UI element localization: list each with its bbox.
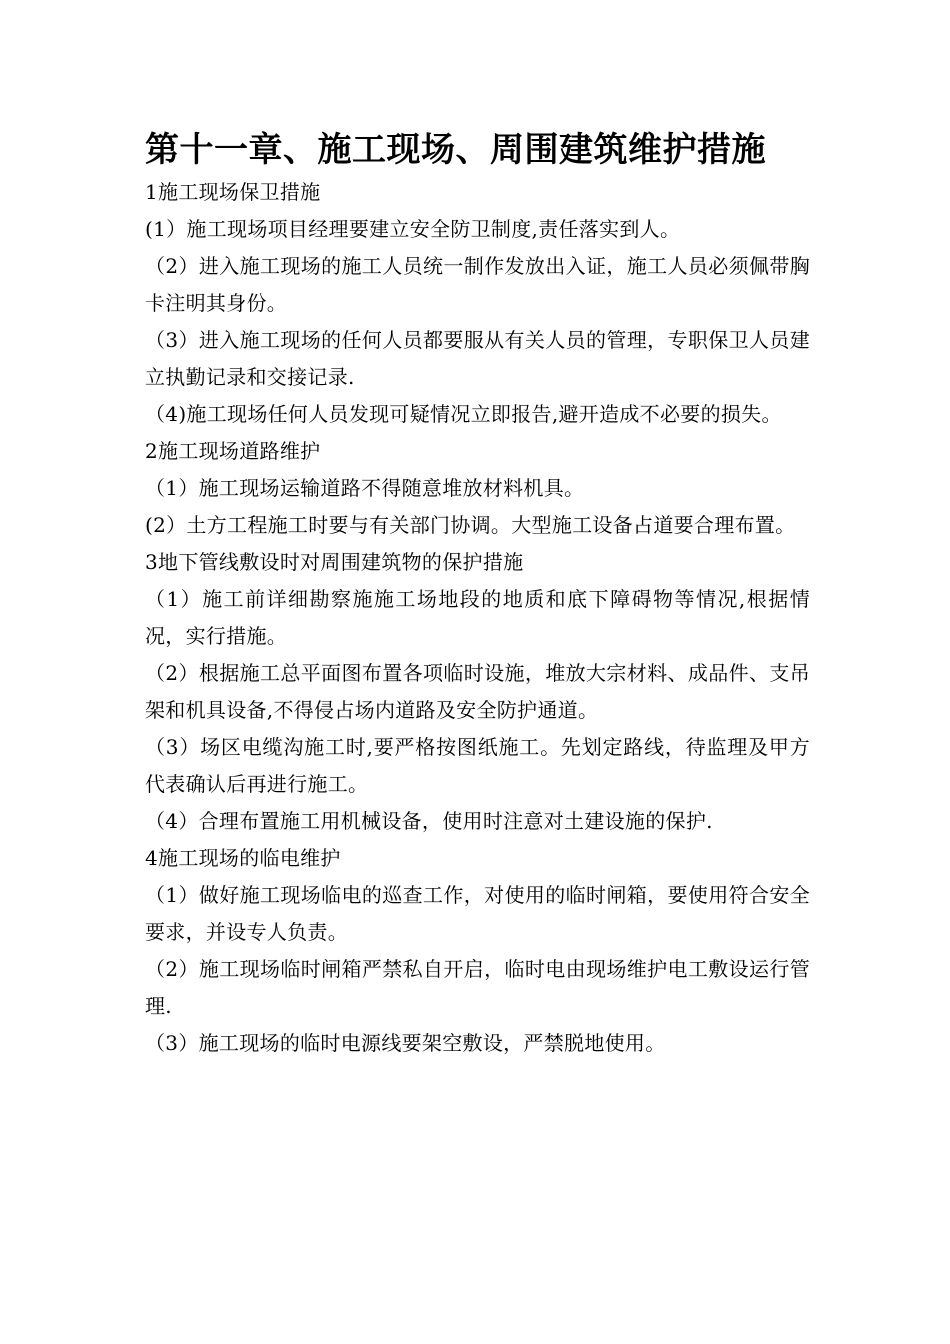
document-body	[145, 128, 810, 1062]
section-3-item-3: （3）场区电缆沟施工时,要严格按图纸施工。先划定路线，待监理及甲方代表确认后再进行施工。	[145, 735, 810, 796]
section-1-item-1: (1）施工现场项目经理要建立安全防卫制度,责任落实到人。	[145, 217, 681, 241]
section-heading-3: 3地下管线敷设时对周围建筑物的保护措施	[145, 550, 524, 574]
section-heading-2: 2施工现场道路维护	[145, 439, 321, 463]
section-2-item-1: （1）施工现场运输道路不得随意堆放材料机具。	[145, 476, 585, 500]
section-2-item-2: (2）土方工程施工时要与有关部门协调。大型施工设备占道要合理布置。	[145, 513, 796, 537]
section-4-item-2: （2）施工现场临时闸箱严禁私自开启，临时电由现场维护电工敷设运行管理.	[145, 957, 810, 1018]
section-1-item-3: （3）进入施工现场的任何人员都要服从有关人员的管理，专职保卫人员建立执勤记录和交接记录.	[145, 328, 810, 389]
section-4-item-1: （1）做好施工现场临电的巡查工作，对使用的临时闸箱，要使用符合安全要求，并设专人负责。	[145, 883, 810, 944]
section-3-item-2: （2）根据施工总平面图布置各项临时设施，堆放大宗材料、成品件、支吊架和机具设备,不得侵占场内道路及安全防护通道。	[145, 661, 810, 722]
document-title: 第十一章、施工现场、周围建筑维护措施	[145, 130, 766, 170]
section-3-item-4: （4）合理布置施工用机械设备，使用时注意对土建设施的保护.	[145, 809, 713, 833]
section-1-item-2: （2）进入施工现场的施工人员统一制作发放出入证，施工人员必须佩带胸卡注明其身份。	[145, 254, 810, 315]
section-heading-4: 4施工现场的临电维护	[145, 846, 341, 870]
section-1-item-4: （4)施工现场任何人员发现可疑情况立即报告,避开造成不必要的损失。	[145, 402, 782, 426]
section-4-item-3: （3）施工现场的临时电源线要架空敷设，严禁脱地使用。	[145, 1031, 666, 1055]
section-heading-1: 1施工现场保卫措施	[145, 180, 321, 204]
section-3-item-1: （1）施工前详细勘察施施工场地段的地质和底下障碍物等情况,根据情况，实行措施。	[145, 587, 810, 648]
